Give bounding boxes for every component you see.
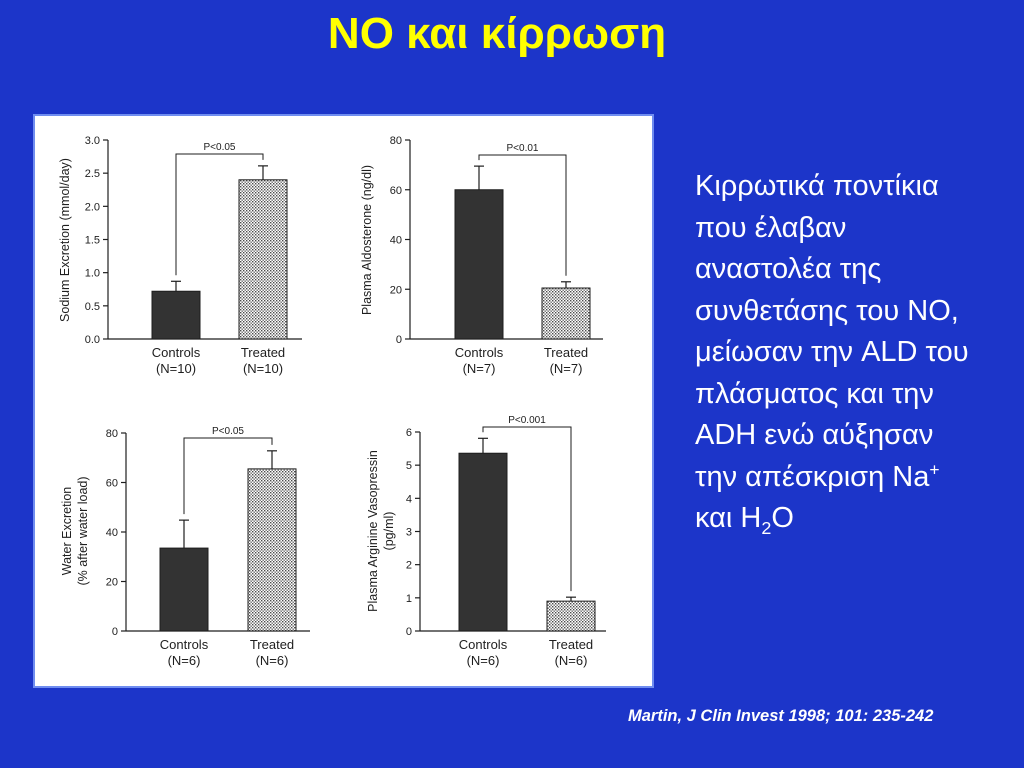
y-axis-title: Plasma Aldosterone (ng/dl) (360, 164, 374, 316)
category-label: Controls (454, 345, 504, 360)
citation: Martin, J Clin Invest 1998; 101: 235-242 (628, 707, 934, 725)
body-line: ADH ενώ αύξησαν (695, 419, 934, 451)
body-line: μείωσαν την ALD του (695, 336, 969, 368)
bar-controls (160, 548, 208, 631)
y-tick-label: 60 (389, 184, 402, 197)
y-tick-label: 80 (105, 428, 118, 440)
y-tick-label: 60 (105, 477, 118, 490)
bar-controls (455, 190, 503, 339)
y-tick-label: 0 (111, 626, 118, 638)
body-line: Κιρρωτικά ποντίκια (695, 170, 939, 202)
category-label: Treated (240, 345, 286, 360)
category-n-label: (N=6) (255, 653, 289, 668)
category-n-label: (N=6) (167, 653, 201, 668)
y-tick-label: 2 (405, 559, 412, 572)
chart-panel-2 (360, 135, 603, 376)
category-n-label: (N=10) (242, 361, 284, 376)
body-line-water (695, 498, 969, 540)
category-label: Controls (458, 637, 508, 652)
sodium-charge-superscript: + (929, 458, 940, 479)
bar-treated (547, 601, 595, 631)
y-tick-label: 6 (405, 427, 412, 439)
y-axis-title: Water Excretion (60, 486, 74, 576)
category-label: Treated (543, 345, 589, 360)
y-tick-label: 5 (405, 460, 412, 473)
figure-panel (33, 114, 654, 688)
bar-controls (152, 291, 200, 339)
y-axis-title: (% after water load) (76, 476, 90, 586)
body-line: αναστολέα της (695, 253, 882, 285)
y-tick-label: 1.0 (84, 267, 100, 280)
body-line-water-prefix: και H (695, 502, 762, 534)
category-label: Treated (548, 637, 594, 652)
category-n-label: (N=6) (466, 653, 500, 668)
y-tick-label: 20 (105, 576, 118, 589)
category-n-label: (N=10) (155, 361, 197, 376)
y-tick-label: 80 (389, 135, 402, 147)
category-label: Treated (249, 637, 295, 652)
y-tick-label: 0.5 (84, 300, 100, 313)
y-tick-label: 0.0 (84, 334, 100, 346)
chart-panel-1 (58, 135, 302, 376)
y-axis-title: Plasma Arginine Vasopressin (366, 450, 380, 612)
category-n-label: (N=7) (549, 361, 583, 376)
y-tick-label: 20 (389, 284, 402, 297)
y-tick-label: 4 (405, 493, 412, 506)
chart-panel-4 (366, 415, 606, 668)
y-tick-label: 1 (405, 592, 412, 605)
body-line: συνθετάσης του NO, (695, 294, 959, 327)
y-tick-label: 40 (105, 527, 118, 539)
water-subscript: 2 (761, 517, 772, 538)
slide-title: NO και κίρρωση (327, 9, 667, 58)
p-value-label: P<0.01 (506, 143, 539, 154)
y-tick-label: 3.0 (84, 135, 100, 147)
p-value-label: P<0.001 (508, 415, 546, 426)
category-label: Controls (151, 345, 201, 360)
body-text (695, 166, 969, 540)
bar-treated (239, 180, 287, 339)
y-tick-label: 2.0 (84, 201, 100, 214)
category-n-label: (N=6) (554, 653, 588, 668)
category-n-label: (N=7) (462, 361, 496, 376)
bar-treated (542, 288, 590, 339)
chart-panel-3 (60, 426, 310, 668)
p-value-label: P<0.05 (212, 426, 244, 437)
body-line: πλάσματος και την (695, 377, 934, 410)
y-tick-label: 0 (395, 334, 402, 346)
bar-controls (459, 453, 507, 631)
category-label: Controls (159, 637, 209, 652)
y-tick-label: 3 (405, 526, 412, 539)
bar-treated (248, 469, 296, 631)
body-line-sodium-text: την απέσκριση Na (695, 460, 930, 493)
body-line: που έλαβαν (695, 211, 847, 244)
y-tick-label: 40 (389, 234, 402, 247)
y-tick-label: 0 (405, 626, 412, 638)
body-line-water-suffix: O (771, 502, 794, 534)
y-tick-label: 1.5 (84, 234, 100, 247)
body-line-sodium (695, 457, 969, 499)
y-axis-title: Sodium Excretion (mmol/day) (58, 158, 72, 322)
bar-charts-figure (35, 116, 652, 686)
p-value-label: P<0.05 (203, 142, 236, 153)
y-tick-label: 2.5 (84, 168, 100, 181)
y-axis-title: (pg/ml) (382, 511, 396, 551)
